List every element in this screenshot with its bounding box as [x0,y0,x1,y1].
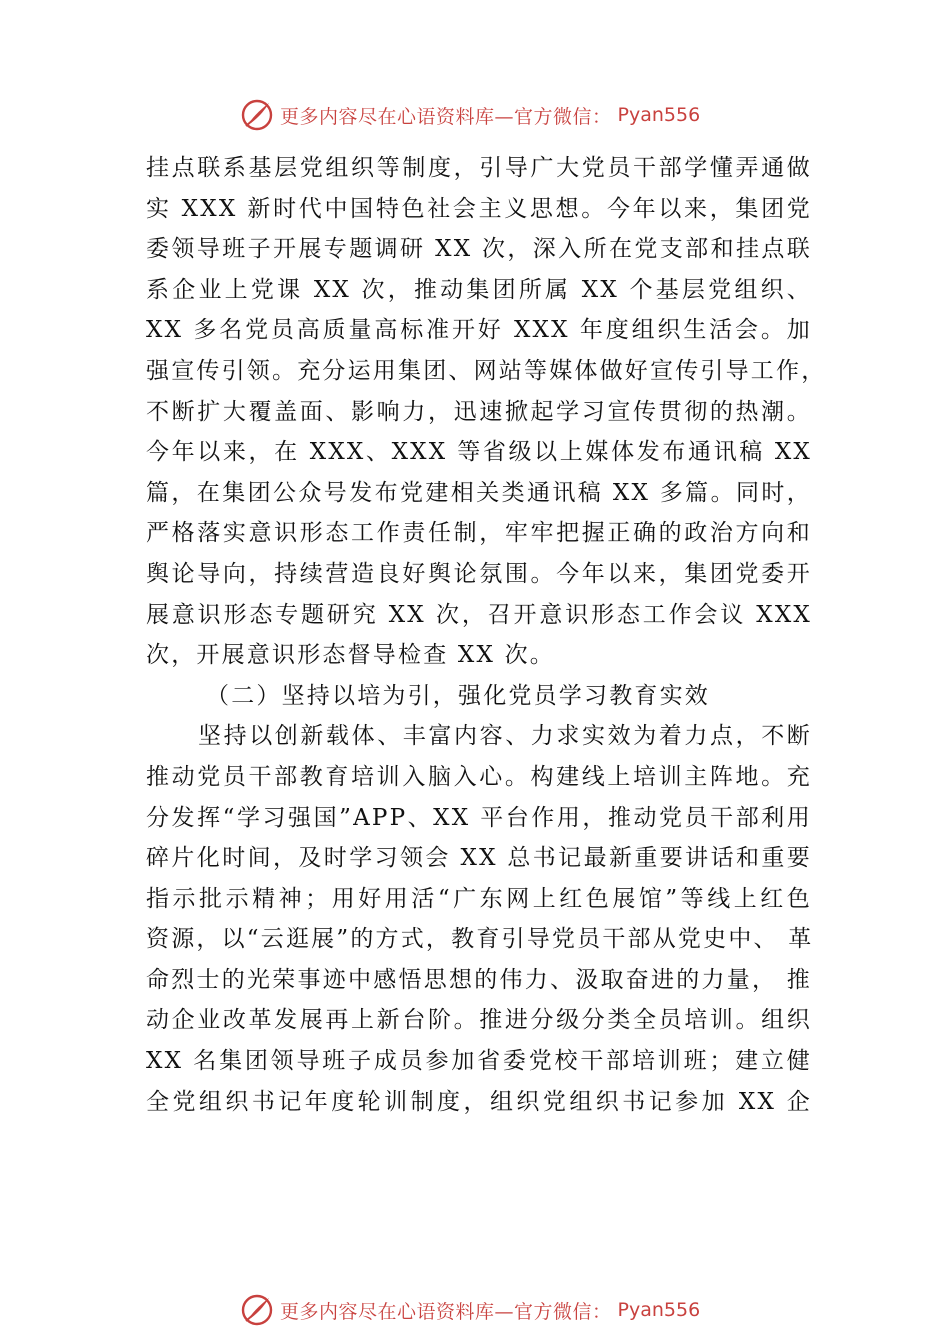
body-line: 指示批示精神；用好用活“广东网上红色展馆”等线上红色 [146,885,812,912]
body-line: 次，开展意识形态督导检查 XX 次。 [146,642,555,669]
body-line: 命烈士的光荣事迹中感悟思想的伟力、汲取奋进的力量， 推 [146,966,812,993]
body-line: 分发挥“学习强国”APP、XX 平台作用，推动党员干部利用 [146,804,812,831]
footer-banner-handle: Pyan556 [617,1299,701,1321]
body-line: 挂点联系基层党组织等制度，引导广大党员干部学懂弄通做 [146,155,812,181]
footer-banner [240,1292,700,1328]
header-banner [240,97,700,133]
body-line: 不断扩大覆盖面、影响力，迅速掀起学习宣传贯彻的热潮。 [146,398,812,425]
body-line: 舆论导向，持续营造良好舆论氛围。今年以来，集团党委开 [146,560,812,587]
body-line: 推动党员干部教育培训入脑入心。构建线上培训主阵地。充 [146,763,812,790]
document-body [146,148,827,1122]
body-line: XX 名集团领导班子成员参加省委党校干部培训班；建立健 [146,1048,812,1075]
body-line: 今年以来，在 XXX、XXX 等省级以上媒体发布通讯稿 XX [146,439,812,466]
body-line: 强宣传引领。充分运用集团、网站等媒体做好宣传引导工作， [146,357,827,384]
feather-pen-seal-icon [240,1293,274,1327]
body-line: 坚持以创新载体、丰富内容、力求实效为着力点，不断 [198,723,812,750]
body-line: 展意识形态专题研究 XX 次，召开意识形态工作会议 XXX [146,601,812,628]
section-heading: （二）坚持以培为引，强化党员学习教育实效 [206,682,710,709]
body-line: 篇，在集团公众号发布党建相关类通讯稿 XX 多篇。同时， [146,479,812,506]
body-line: 系企业上党课 XX 次，推动集团所属 XX 个基层党组织、 [146,276,812,303]
body-line: 委领导班子开展专题调研 XX 次，深入所在党支部和挂点联 [146,236,812,263]
body-line: 资源，以“云逛展”的方式，教育引导党员干部从党史中、 革 [146,926,814,953]
header-banner-text: 更多内容尽在心语资料库—官方微信： [280,105,612,128]
feather-pen-seal-icon [240,98,274,132]
header-banner-handle: Pyan556 [617,104,701,126]
body-line: 实 XXX 新时代中国特色社会主义思想。今年以来，集团党 [146,195,812,222]
footer-banner-text: 更多内容尽在心语资料库—官方微信： [280,1300,612,1323]
body-line: 严格落实意识形态工作责任制，牢牢把握正确的政治方向和 [146,520,812,547]
body-line: 动企业改革发展再上新台阶。推进分级分类全员培训。组织 [146,1007,812,1034]
body-line: 全党组织书记年度轮训制度，组织党组织书记参加 XX 企 [146,1088,812,1115]
body-line: XX 多名党员高质量高标准开好 XXX 年度组织生活会。加 [146,317,812,344]
body-line: 碎片化时间，及时学习领会 XX 总书记最新重要讲话和重要 [146,845,812,872]
